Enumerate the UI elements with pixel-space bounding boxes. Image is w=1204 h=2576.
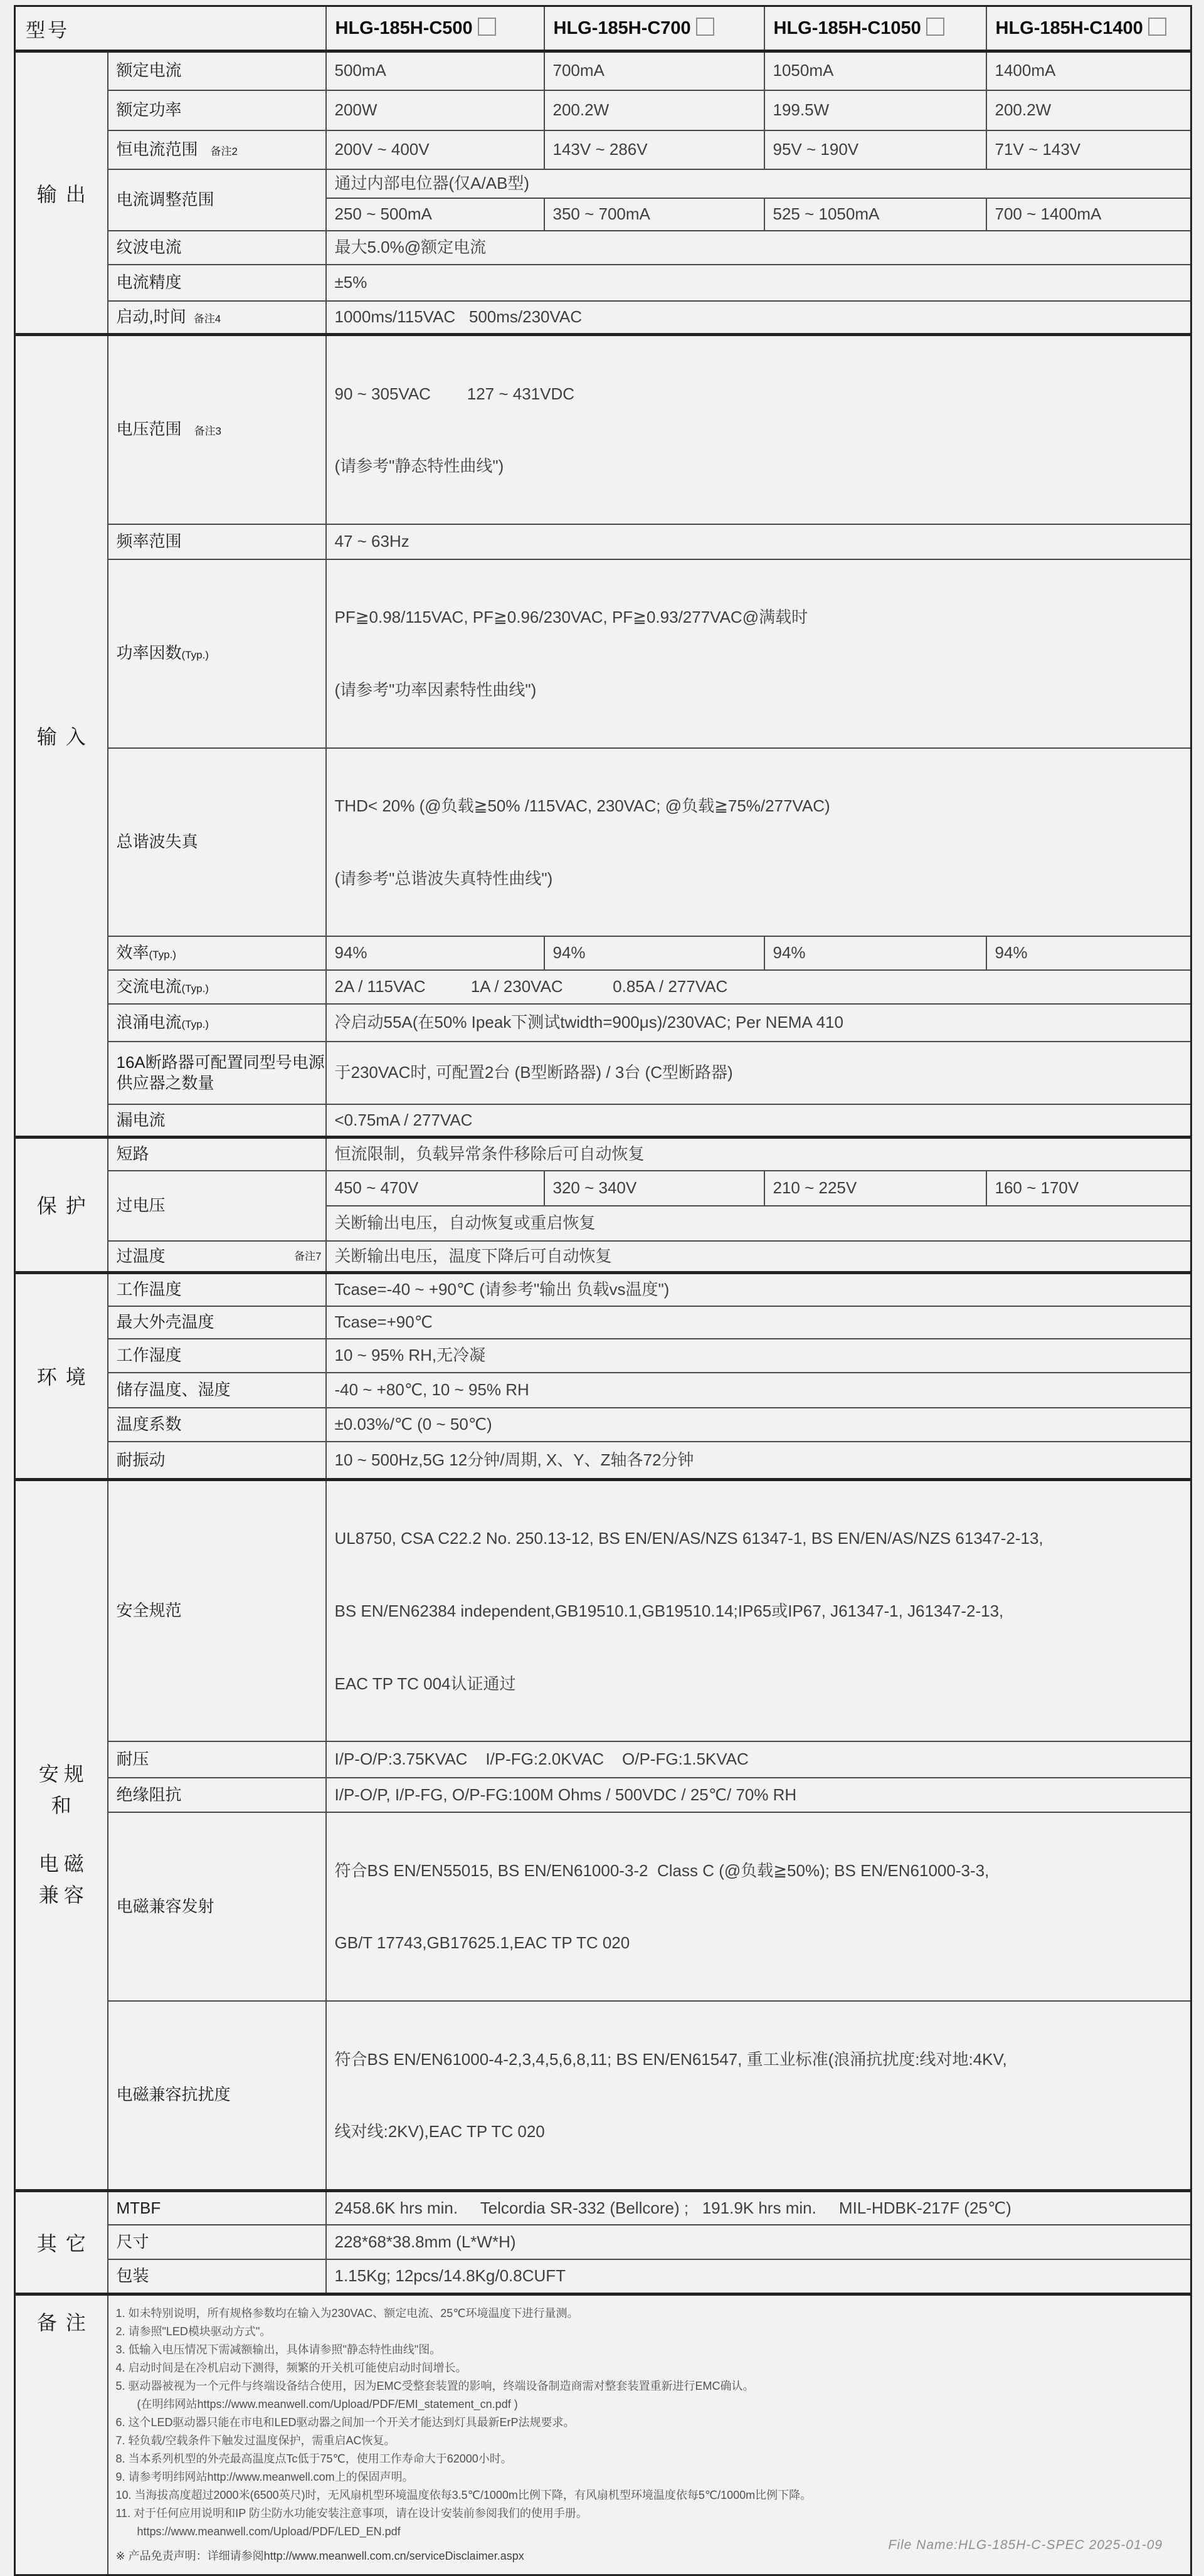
typ-suffix: (Typ.) xyxy=(181,983,209,995)
value-dimension: 228*68*38.8mm (L*W*H) xyxy=(326,2225,1191,2259)
table-row xyxy=(15,1339,1191,1373)
value-over-voltage-action: 关断输出电压，自动恢复或重启恢复 xyxy=(326,1206,1191,1241)
param-over-voltage: 过电压 xyxy=(108,1171,326,1241)
table-row xyxy=(15,1104,1191,1137)
table-row xyxy=(15,524,1191,559)
table-row xyxy=(15,1812,1191,2001)
section-label-line: 安规 xyxy=(38,1763,89,1786)
value-line: UL8750, CSA C22.2 No. 250.13-12, BS EN/EN/AS/NZS 61347-1, BS EN/EN/AS/NZS 61347-2-13, xyxy=(334,1529,1043,1548)
table-row xyxy=(15,2001,1191,2190)
param-over-temp xyxy=(108,1241,326,1272)
param-leakage-current: 漏电流 xyxy=(108,1104,326,1137)
note-item-3: 3. 低输入电压情况下需减额输出，具体请参照"静态特性曲线"图。 xyxy=(115,2343,441,2356)
value-working-humidity: 10 ~ 95% RH,无冷凝 xyxy=(326,1339,1191,1373)
model-suffix-box xyxy=(696,18,714,36)
param-accuracy: 电流精度 xyxy=(108,265,326,301)
section-label-input: 输入 xyxy=(15,335,108,1138)
value-power-factor xyxy=(326,559,1191,748)
section-label-others: 其它 xyxy=(15,2190,108,2294)
table-row xyxy=(15,1408,1191,1442)
table-row xyxy=(15,231,1191,265)
section-label-protection: 保护 xyxy=(15,1137,108,1272)
typ-suffix: (Typ.) xyxy=(181,1018,209,1031)
param-safety-standards: 安全规范 xyxy=(108,1479,326,1741)
value-rated-power-c1400: 200.2W xyxy=(986,90,1191,130)
note-item-11-url: https://www.meanwell.com/Upload/PDF/LED_EN.pdf xyxy=(137,2525,401,2538)
param-rated-power: 额定功率 xyxy=(108,90,326,130)
value-isolation-resistance: I/P-O/P, I/P-FG, O/P-FG:100M Ohms / 500VDC / 25℃/ 70% RH xyxy=(326,1778,1191,1812)
param-mtbf: MTBF xyxy=(108,2190,326,2225)
model-suffix-box xyxy=(926,18,944,36)
table-row xyxy=(15,1241,1191,1272)
param-power-factor xyxy=(108,559,326,748)
section-label-line: 和 xyxy=(51,1793,77,1817)
note-item-5-url: (在明纬网站https://www.meanwell.com/Upload/PDF/EMI_statement_cn.pdf ) xyxy=(137,2397,518,2410)
value-efficiency-c1400: 94% xyxy=(986,936,1191,970)
value-emc-immunity xyxy=(326,2001,1191,2190)
param-max-case-temp: 最大外壳温度 xyxy=(108,1306,326,1339)
section-label-line: 兼容 xyxy=(38,1883,89,1906)
param-label: 过温度 xyxy=(116,1246,166,1265)
value-cc-range-c500: 200V ~ 400V xyxy=(326,130,544,169)
model-suffix-box xyxy=(478,18,496,36)
value-efficiency-c700: 94% xyxy=(544,936,764,970)
table-row xyxy=(15,1741,1191,1778)
value-withstand-voltage: I/P-O/P:3.75KVAC I/P-FG:2.0KVAC O/P-FG:1.5KVAC xyxy=(326,1741,1191,1778)
table-row xyxy=(15,2259,1191,2294)
table-row xyxy=(15,748,1191,937)
value-line: EAC TP TC 004认证通过 xyxy=(334,1674,516,1693)
value-breaker: 于230VAC时, 可配置2台 (B型断路器) / 3台 (C型断路器) xyxy=(326,1042,1191,1104)
note-item-7: 7. 轻负载/空载条件下触发过温度保护，需重启AC恢复。 xyxy=(115,2434,396,2447)
value-over-voltage-c1400: 160 ~ 170V xyxy=(986,1171,1191,1206)
value-thd xyxy=(326,748,1191,937)
value-emc-emission xyxy=(326,1812,1191,2001)
value-over-temp: 关断输出电压，温度下降后可自动恢复 xyxy=(326,1241,1191,1272)
table-row xyxy=(15,1479,1191,1741)
value-rated-current-c700: 700mA xyxy=(544,51,764,90)
param-withstand-voltage: 耐压 xyxy=(108,1741,326,1778)
value-line: (请参考"总谐波失真特性曲线") xyxy=(334,868,553,888)
value-rated-power-c500: 200W xyxy=(326,90,544,130)
note-item-10: 10. 当海拔高度超过2000米(6500英尺)时，无风扇机型环境温度依每3.5℃/1000m比例下降，有风扇机型环境温度依每5℃/1000m比例下降。 xyxy=(115,2488,812,2501)
spec-table xyxy=(14,5,1192,2576)
param-ac-current xyxy=(108,970,326,1004)
value-line: PF≧0.98/115VAC, PF≧0.96/230VAC, PF≧0.93/277VAC@满载时 xyxy=(334,608,808,627)
model-suffix-box xyxy=(1148,18,1166,36)
table-row xyxy=(15,265,1191,301)
value-current-adjust-c1400: 700 ~ 1400mA xyxy=(986,198,1191,231)
model-col-c1400 xyxy=(986,6,1191,51)
table-row xyxy=(15,1137,1191,1171)
param-current-adjust: 电流调整范围 xyxy=(108,169,326,231)
model-name-c500: HLG-185H-C500 xyxy=(335,18,473,38)
table-row xyxy=(15,1442,1191,1479)
table-row xyxy=(15,90,1191,130)
value-line: GB/T 17743,GB17625.1,EAC TP TC 020 xyxy=(334,1933,630,1953)
section-label-line: 电磁 xyxy=(38,1852,89,1876)
param-temp-coefficient: 温度系数 xyxy=(108,1408,326,1442)
value-rated-power-c700: 200.2W xyxy=(544,90,764,130)
table-row xyxy=(15,2190,1191,2225)
value-working-temp: Tcase=-40 ~ +90℃ (请参考"输出 负载vs温度") xyxy=(326,1272,1191,1306)
value-line: (请参考"静态特性曲线") xyxy=(334,457,504,476)
param-label: 浪涌电流 xyxy=(116,1013,182,1032)
value-cc-range-c700: 143V ~ 286V xyxy=(544,130,764,169)
value-line: 符合BS EN/EN55015, BS EN/EN61000-3-2 Class C (@负载≧50%); BS EN/EN61000-3-3, xyxy=(334,1861,990,1880)
value-over-voltage-c1050: 210 ~ 225V xyxy=(764,1171,986,1206)
param-breaker: 16A断路器可配置同型号电源供应器之数量 xyxy=(108,1042,326,1104)
param-label: 电压范围 xyxy=(116,420,182,439)
value-mtbf: 2458.6K hrs min. Telcordia SR-332 (Bellcore) ; 191.9K hrs min. MIL-HDBK-217F (25℃) xyxy=(326,2190,1191,2225)
note-item-8: 8. 当本系列机型的外壳最高温度点Tc低于75℃，使用工作寿命大于62000小时。 xyxy=(115,2452,512,2465)
note-ref-7: 备注7 xyxy=(294,1250,322,1262)
note-item-2: 2. 请参照"LED模块驱动方式"。 xyxy=(115,2325,272,2338)
section-label-notes: 备注 xyxy=(15,2294,108,2575)
param-thd: 总谐波失真 xyxy=(108,748,326,937)
note-item-1: 1. 如未特别说明，所有规格参数均在输入为230VAC、额定电流、25℃环境温度下进行量测。 xyxy=(115,2306,579,2320)
value-rated-power-c1050: 199.5W xyxy=(764,90,986,130)
table-row xyxy=(15,1306,1191,1339)
model-header-label: 型号 xyxy=(15,6,326,51)
note-ref-4: 备注4 xyxy=(193,312,221,325)
note-ref-2: 备注2 xyxy=(210,145,238,157)
param-short-circuit: 短路 xyxy=(108,1137,326,1171)
note-item-4: 4. 启动时间是在冷机启动下测得，频繁的开关机可能使启动时间增长。 xyxy=(115,2361,467,2374)
param-vibration: 耐振动 xyxy=(108,1442,326,1479)
model-col-c500 xyxy=(326,6,544,51)
value-line: 90 ~ 305VAC 127 ~ 431VDC xyxy=(334,384,575,403)
table-row xyxy=(15,1778,1191,1812)
param-inrush-current xyxy=(108,1004,326,1042)
param-rated-current: 额定电流 xyxy=(108,51,326,90)
value-cc-range-c1400: 71V ~ 143V xyxy=(986,130,1191,169)
section-label-output: 输出 xyxy=(15,51,108,335)
param-efficiency xyxy=(108,936,326,970)
param-working-humidity: 工作湿度 xyxy=(108,1339,326,1373)
value-leakage-current: <0.75mA / 277VAC xyxy=(326,1104,1191,1137)
table-row xyxy=(15,1272,1191,1306)
value-cc-range-c1050: 95V ~ 190V xyxy=(764,130,986,169)
value-efficiency-c500: 94% xyxy=(326,936,544,970)
value-line: THD< 20% (@负载≧50% /115VAC, 230VAC; @负载≧75%/277VAC) xyxy=(334,796,830,816)
typ-suffix: (Typ.) xyxy=(149,949,176,961)
product-disclaimer: ※ 产品免责声明：详细请参阅http://www.meanwell.com.cn/serviceDisclaimer.aspx xyxy=(115,2549,524,2562)
model-col-c1050 xyxy=(764,6,986,51)
table-row xyxy=(15,301,1191,335)
value-line: (请参考"功率因素特性曲线") xyxy=(334,680,537,699)
table-row xyxy=(15,2294,1191,2575)
param-label: 恒电流范围 xyxy=(116,139,198,159)
value-current-adjust-c1050: 525 ~ 1050mA xyxy=(764,198,986,231)
value-max-case-temp: Tcase=+90℃ xyxy=(326,1306,1191,1339)
note-item-9: 9. 请参考明纬网站http://www.meanwell.com上的保固声明。 xyxy=(115,2470,414,2483)
model-name-c1400: HLG-185H-C1400 xyxy=(995,18,1143,38)
param-emc-immunity: 电磁兼容抗扰度 xyxy=(108,2001,326,2190)
table-row xyxy=(15,1373,1191,1408)
param-isolation-resistance: 绝缘阻抗 xyxy=(108,1778,326,1812)
typ-suffix: (Typ.) xyxy=(181,649,209,662)
param-packing: 包装 xyxy=(108,2259,326,2294)
table-row xyxy=(15,1171,1191,1206)
section-label-environment: 环境 xyxy=(15,1272,108,1479)
section-label-safety-emc xyxy=(15,1479,108,2190)
file-name-note: File Name:HLG-185H-C-SPEC 2025-01-09 xyxy=(888,2537,1163,2552)
param-working-temp: 工作温度 xyxy=(108,1272,326,1306)
value-inrush-current: 冷启动55A(在50% Ipeak下测试twidth=900μs)/230VAC; Per NEMA 410 xyxy=(326,1004,1191,1042)
table-row xyxy=(15,2225,1191,2259)
value-over-voltage-c700: 320 ~ 340V xyxy=(544,1171,764,1206)
table-row xyxy=(15,559,1191,748)
param-ripple: 纹波电流 xyxy=(108,231,326,265)
value-line: BS EN/EN62384 independent,GB19510.1,GB19510.14;IP65或IP67, J61347-1, J61347-2-13, xyxy=(334,1602,1004,1621)
value-short-circuit: 恒流限制，负载异常条件移除后可自动恢复 xyxy=(326,1137,1191,1171)
param-label: 效率 xyxy=(116,943,149,963)
value-rated-current-c1400: 1400mA xyxy=(986,51,1191,90)
value-voltage-range xyxy=(326,335,1191,524)
param-storage: 储存温度、湿度 xyxy=(108,1373,326,1408)
value-vibration: 10 ~ 500Hz,5G 12分钟/周期, X、Y、Z轴各72分钟 xyxy=(326,1442,1191,1479)
note-item-5: 5. 驱动器被视为一个元件与终端设备结合使用，因为EMC受整套装置的影响，终端设备制造商需对整套装置重新进行EMC确认。 xyxy=(115,2379,754,2392)
param-label: 交流电流 xyxy=(116,977,182,996)
table-row xyxy=(15,169,1191,198)
value-current-adjust-c500: 250 ~ 500mA xyxy=(326,198,544,231)
table-row xyxy=(15,1004,1191,1042)
value-current-adjust-c700: 350 ~ 700mA xyxy=(544,198,764,231)
value-packing: 1.15Kg; 12pcs/14.8Kg/0.8CUFT xyxy=(326,2259,1191,2294)
param-emc-emission: 电磁兼容发射 xyxy=(108,1812,326,2001)
value-setup-time: 1000ms/115VAC 500ms/230VAC xyxy=(326,301,1191,335)
param-frequency: 频率范围 xyxy=(108,524,326,559)
value-current-adjust-method: 通过内部电位器(仅A/AB型) xyxy=(326,169,1191,198)
value-line: 线对线:2KV),EAC TP TC 020 xyxy=(334,2122,545,2141)
table-row xyxy=(15,970,1191,1004)
notes-cell xyxy=(108,2294,1191,2575)
param-dimension: 尺寸 xyxy=(108,2225,326,2259)
model-name-c1050: HLG-185H-C1050 xyxy=(773,18,921,38)
table-row xyxy=(15,936,1191,970)
table-row xyxy=(15,51,1191,90)
value-accuracy: ±5% xyxy=(326,265,1191,301)
value-safety-standards xyxy=(326,1479,1191,1741)
param-label: 启动,时间 xyxy=(116,307,186,326)
value-temp-coefficient: ±0.03%/℃ (0 ~ 50℃) xyxy=(326,1408,1191,1442)
note-item-11: 11. 对于任何应用说明和IP 防尘防水功能安装注意事项，请在设计安装前参阅我们的使用手册。 xyxy=(115,2506,588,2520)
note-item-6: 6. 这个LED驱动器只能在市电和LED驱动器之间加一个开关才能达到灯具最新ErP法规要求。 xyxy=(115,2415,575,2429)
table-row xyxy=(15,335,1191,524)
table-row xyxy=(15,130,1191,169)
model-name-c700: HLG-185H-C700 xyxy=(553,18,691,38)
table-row xyxy=(15,1042,1191,1104)
value-over-voltage-c500: 450 ~ 470V xyxy=(326,1171,544,1206)
note-ref-3: 备注3 xyxy=(194,425,221,438)
value-line: 符合BS EN/EN61000-4-2,3,4,5,6,8,11; BS EN/EN61547, 重工业标准(浪涌抗扰度:线对地:4KV, xyxy=(334,2049,1007,2069)
param-setup-time xyxy=(108,301,326,335)
value-ac-current: 2A / 115VAC 1A / 230VAC 0.85A / 277VAC xyxy=(326,970,1191,1004)
value-ripple: 最大5.0%@额定电流 xyxy=(326,231,1191,265)
value-frequency: 47 ~ 63Hz xyxy=(326,524,1191,559)
model-col-c700 xyxy=(544,6,764,51)
value-efficiency-c1050: 94% xyxy=(764,936,986,970)
param-cc-range xyxy=(108,130,326,169)
value-storage: -40 ~ +80℃, 10 ~ 95% RH xyxy=(326,1373,1191,1408)
table-row-header xyxy=(15,6,1191,51)
param-voltage-range xyxy=(108,335,326,524)
value-rated-current-c500: 500mA xyxy=(326,51,544,90)
param-label: 功率因数 xyxy=(116,643,182,663)
value-rated-current-c1050: 1050mA xyxy=(764,51,986,90)
